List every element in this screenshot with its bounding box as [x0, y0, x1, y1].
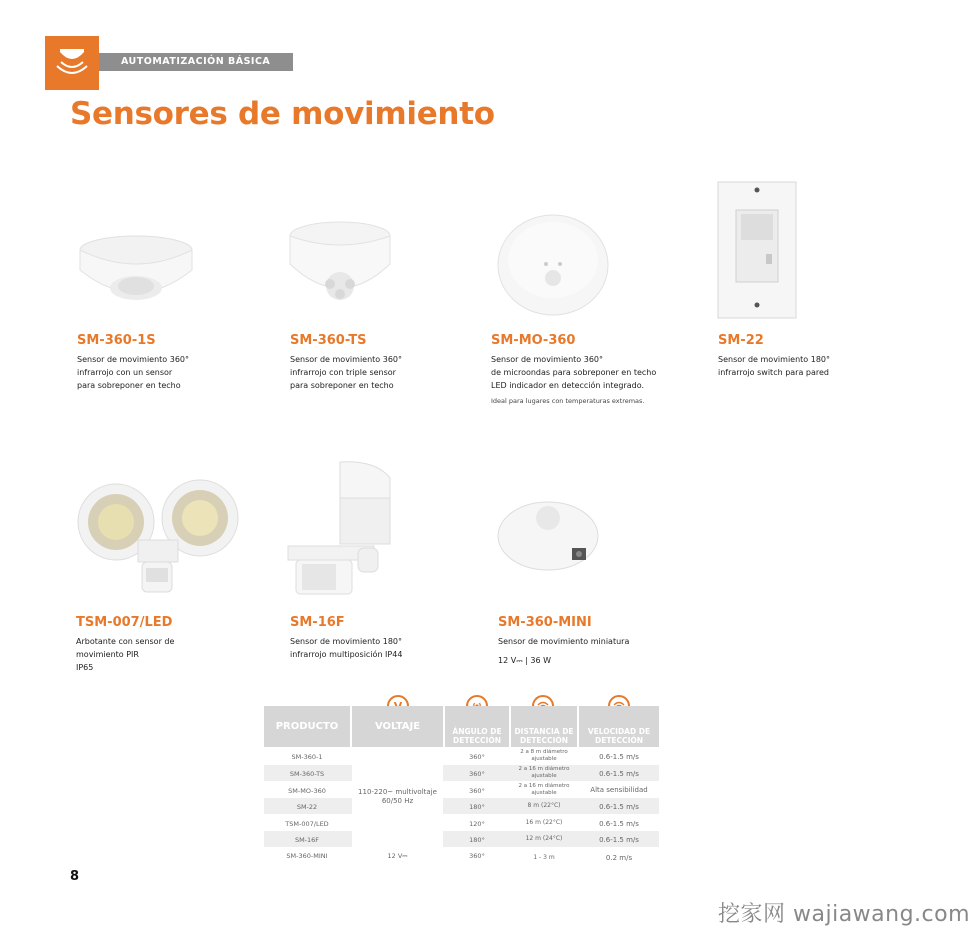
cell-distance: 2 a 16 m diámetro ajustable: [518, 783, 570, 796]
cell-speed: 0.6-1.5 m/s: [599, 836, 639, 844]
desc-line: para sobreponer en techo: [77, 381, 181, 390]
cell-distance: 8 m (22°C): [527, 802, 561, 809]
desc-line: Arbotante con sensor de: [76, 637, 175, 646]
cell-product: SM-360-TS: [289, 770, 325, 778]
cell-product: SM-MO-360: [288, 787, 326, 795]
product-image-sm-mo-360: [494, 210, 612, 320]
cell-distance: 12 m (24°C): [525, 835, 563, 842]
desc-line: movimiento PIR: [76, 650, 139, 659]
desc-line: Sensor de movimiento miniatura: [498, 637, 630, 646]
product-card-sm-22: [718, 333, 830, 379]
watermark: 挖家网 wajiawang.com: [718, 902, 970, 927]
cell-angle: 180°: [469, 836, 485, 844]
product-description: [76, 635, 174, 674]
voltage-merged-cell: [352, 765, 443, 847]
cell-angle: 360°: [469, 852, 485, 860]
desc-line: Sensor de movimiento 360°: [290, 355, 403, 364]
col-header-distancia: DISTANCIA DE DETECCIÓN: [511, 706, 577, 747]
desc-line: Sensor de movimiento 180°: [718, 355, 831, 364]
desc-line: infrarrojo con triple sensor: [290, 368, 396, 377]
cell-product: TSM-007/LED: [285, 820, 329, 828]
cell-angle: 180°: [469, 803, 485, 811]
product-card-sm-360-ts: [290, 333, 402, 392]
motion-sensor-icon: [45, 36, 99, 90]
product-card-tsm-007-led: [76, 615, 174, 674]
col-header-voltaje: VOLTAJE: [352, 706, 443, 747]
product-name: SM-MO-360: [491, 333, 576, 348]
product-description: [290, 353, 402, 392]
product-image-sm-360-ts: [286, 212, 394, 316]
product-spec: 12 V⎓ | 36 W: [498, 656, 551, 665]
product-image-sm-16f: [286, 458, 406, 598]
cell-speed: Alta sensibilidad: [590, 786, 648, 794]
product-image-sm-22: [714, 180, 800, 320]
product-name: TSM-007/LED: [76, 615, 173, 630]
product-card-sm-360-1s: [77, 333, 189, 392]
cell-voltage-group: 110-220~ multivoltaje 60/50 Hz: [358, 788, 437, 805]
cell-distance: 1 - 3 m: [533, 854, 555, 861]
product-description: [718, 353, 830, 379]
product-description: [498, 635, 629, 648]
desc-line: Sensor de movimiento 360°: [491, 355, 604, 364]
col-header-velocidad: VELOCIDAD DE DETECCIÓN: [579, 706, 659, 747]
cell-speed: 0.6-1.5 m/s: [599, 753, 639, 761]
desc-line: infrarrojo multiposición IP44: [290, 650, 403, 659]
cell-product: SM-360-1: [291, 753, 323, 761]
product-name: SM-360-MINI: [498, 615, 592, 630]
col-header-producto: PRODUCTO: [264, 706, 350, 747]
product-description: [491, 353, 656, 392]
cell-speed: 0.6-1.5 m/s: [599, 770, 639, 778]
cell-distance: 16 m (22°C): [525, 819, 563, 826]
product-image-sm-360-1s: [72, 220, 200, 316]
cell-angle: 360°: [469, 787, 485, 795]
cell-speed: 0.6-1.5 m/s: [599, 803, 639, 811]
product-name: SM-360-1S: [77, 333, 156, 348]
product-note: Ideal para lugares con temperaturas extremas.: [491, 397, 645, 405]
desc-line: Sensor de movimiento 360°: [77, 355, 190, 364]
product-name: SM-360-TS: [290, 333, 367, 348]
desc-line: infrarrojo switch para pared: [718, 368, 830, 377]
product-card-sm-mo-360: [491, 333, 656, 405]
product-name: SM-22: [718, 333, 764, 348]
cell-angle: 120°: [469, 820, 485, 828]
cell-angle: 360°: [469, 770, 485, 778]
product-description: [290, 635, 402, 661]
cell-distance: 2 a 8 m diámetro ajustable: [520, 749, 568, 762]
desc-line: IP65: [76, 663, 94, 672]
cell-product: SM-16F: [294, 836, 320, 844]
page-number: 8: [70, 869, 80, 884]
cell-product: SM-360-MINI: [286, 852, 328, 860]
product-card-sm-16f: [290, 615, 402, 661]
product-description: [77, 353, 189, 392]
category-icon-box: [45, 36, 99, 90]
cell-speed: 0.2 m/s: [605, 854, 633, 862]
desc-line: infrarrojo con un sensor: [77, 368, 173, 377]
desc-line: Sensor de movimiento 180°: [290, 637, 403, 646]
desc-line: de microondas para sobreponer en techo: [491, 368, 657, 377]
product-card-sm-360-mini: [498, 615, 629, 667]
cell-distance: 2 a 16 m diámetro ajustable: [518, 766, 570, 779]
page-title: Sensores de movimiento: [70, 96, 495, 132]
product-name: SM-16F: [290, 615, 345, 630]
cell-voltage: 12 V⎓: [387, 852, 408, 860]
cell-product: SM-22: [296, 803, 318, 811]
category-label: AUTOMATIZACIÓN BÁSICA: [99, 53, 293, 71]
product-image-sm-360-mini: [496, 496, 600, 586]
desc-line: LED indicador en detección integrado.: [491, 381, 645, 390]
cell-angle: 360°: [469, 753, 485, 761]
desc-line: para sobreponer en techo: [290, 381, 394, 390]
cell-speed: 0.6-1.5 m/s: [599, 820, 639, 828]
col-header-angulo: ÁNGULO DE DETECCIÓN: [445, 706, 509, 747]
product-image-tsm-007-led: [76, 478, 240, 600]
